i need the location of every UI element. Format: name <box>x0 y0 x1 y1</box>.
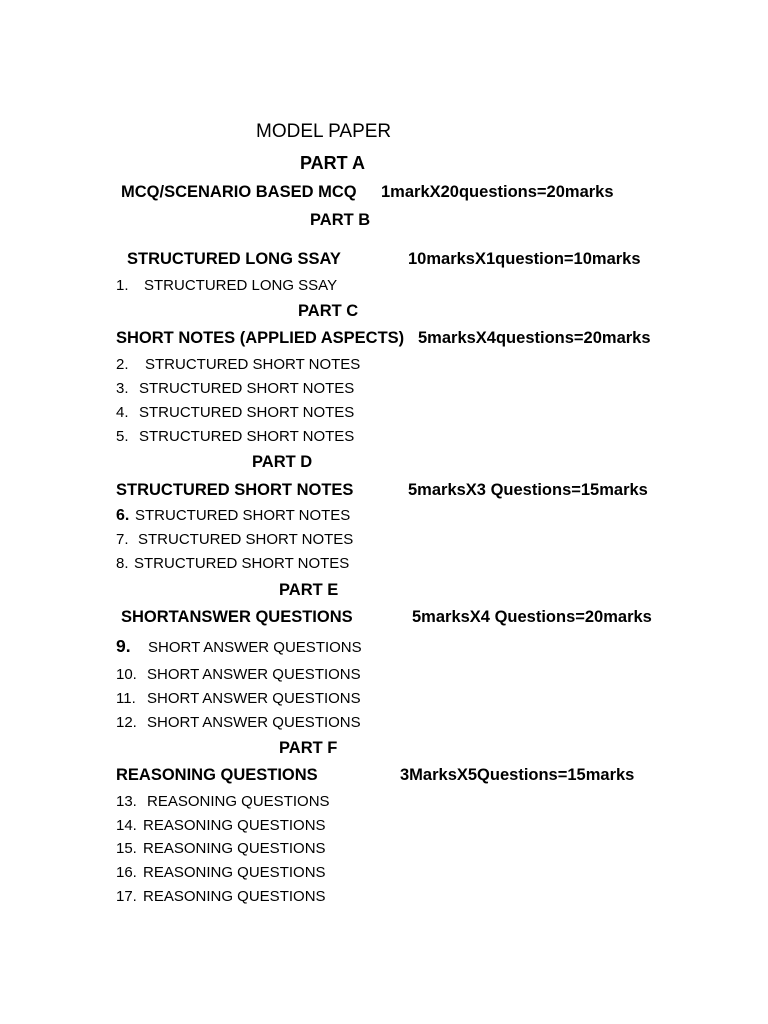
list-item: REASONING QUESTIONS <box>143 864 326 881</box>
part-a-label: MCQ/SCENARIO BASED MCQ <box>121 183 357 201</box>
list-item-number: 5. <box>116 428 129 445</box>
part-e-heading: PART E <box>279 581 339 599</box>
part-f-heading: PART F <box>279 739 338 757</box>
list-item-number: 2. <box>116 356 129 373</box>
part-c-heading: PART C <box>298 302 359 320</box>
part-e-label: SHORTANSWER QUESTIONS <box>121 608 353 626</box>
list-item: SHORT ANSWER QUESTIONS <box>148 639 362 656</box>
list-item: REASONING QUESTIONS <box>147 793 330 810</box>
part-a-marks: 1markX20questions=20marks <box>381 183 614 201</box>
list-item: STRUCTURED SHORT NOTES <box>145 356 361 373</box>
part-e-marks: 5marksX4 Questions=20marks <box>412 608 652 626</box>
part-a-heading: PART A <box>300 153 365 173</box>
part-f-marks: 3MarksX5Questions=15marks <box>400 766 635 784</box>
list-item: REASONING QUESTIONS <box>143 840 326 857</box>
list-item-number: 6. <box>116 507 130 524</box>
list-item: STRUCTURED SHORT NOTES <box>139 404 355 421</box>
list-item-number: 1. <box>116 277 129 294</box>
list-item-number: 11. <box>116 690 136 707</box>
list-item: REASONING QUESTIONS <box>143 888 326 905</box>
list-item-number: 13. <box>116 793 137 810</box>
list-item-number: 9. <box>116 636 131 656</box>
list-item-number: 16. <box>116 864 137 881</box>
list-item: STRUCTURED SHORT NOTES <box>139 380 355 397</box>
part-f-label: REASONING QUESTIONS <box>116 766 318 784</box>
list-item-number: 4. <box>116 404 129 421</box>
list-item: STRUCTURED SHORT NOTES <box>135 507 351 524</box>
list-item: STRUCTURED SHORT NOTES <box>134 555 350 572</box>
list-item: SHORT ANSWER QUESTIONS <box>147 690 361 707</box>
part-d-marks: 5marksX3 Questions=15marks <box>408 481 648 499</box>
list-item-number: 10. <box>116 666 137 683</box>
list-item: STRUCTURED SHORT NOTES <box>139 428 355 445</box>
part-b-marks: 10marksX1question=10marks <box>408 250 641 268</box>
list-item-number: 17. <box>116 888 137 905</box>
list-item-number: 3. <box>116 380 129 397</box>
list-item-number: 8. <box>116 555 129 572</box>
part-b-heading: PART B <box>310 211 371 229</box>
list-item-number: 15. <box>116 840 137 857</box>
list-item: REASONING QUESTIONS <box>143 817 326 834</box>
list-item: SHORT ANSWER QUESTIONS <box>147 714 361 731</box>
part-b-label: STRUCTURED LONG SSAY <box>127 250 341 268</box>
part-d-heading: PART D <box>252 453 313 471</box>
part-c-marks: 5marksX4questions=20marks <box>418 329 651 347</box>
list-item: STRUCTURED SHORT NOTES <box>138 531 354 548</box>
part-c-label: SHORT NOTES (APPLIED ASPECTS) <box>116 329 405 347</box>
list-item-number: 14. <box>116 817 137 834</box>
part-d-label: STRUCTURED SHORT NOTES <box>116 481 354 499</box>
page-title: MODEL PAPER <box>256 121 392 142</box>
list-item-number: 12. <box>116 714 137 731</box>
list-item: STRUCTURED LONG SSAY <box>144 277 338 294</box>
list-item: SHORT ANSWER QUESTIONS <box>147 666 361 683</box>
list-item-number: 7. <box>116 531 129 548</box>
